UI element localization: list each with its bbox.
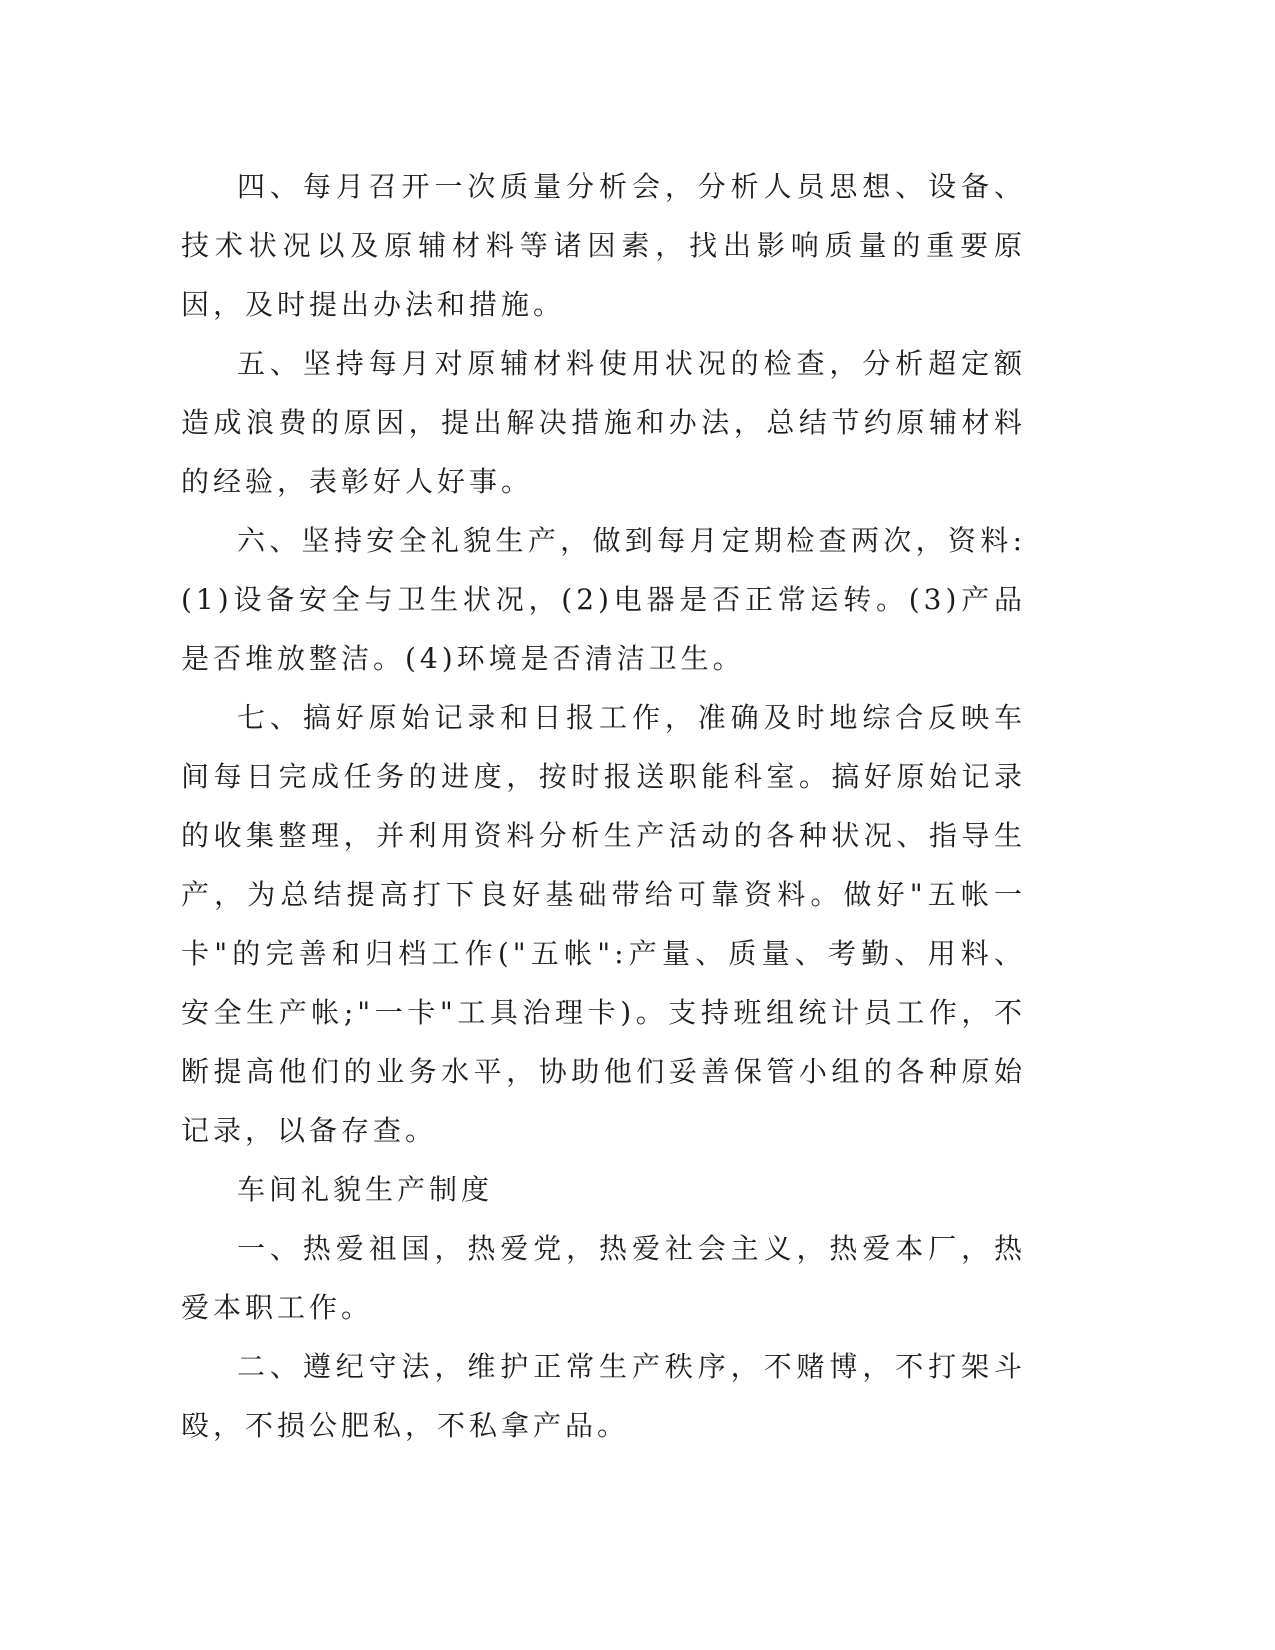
paragraph-item-4: 四、每月召开一次质量分析会，分析人员思想、设备、技术状况以及原辅材料等诸因素，找出影响质量的重要原因，及时提出办法和措施。 — [181, 170, 1026, 321]
section-heading: 车间礼貌生产制度 — [237, 1173, 494, 1206]
paragraph-item-7: 七、搞好原始记录和日报工作，准确及时地综合反映车间每日完成任务的进度，按时报送职能科室。搞好原始记录的收集整理，并利用资料分析生产活动的各种状况、指导生产，为总结提高打下良好基础带给可靠资料。做好"五帐一卡"的完善和归档工作("五帐":产量、质量、考勤、用料、安全生产帐;"一卡"工具治理卡)。支持班组统计员工作，不断提高他们的业务水平，协助他们妥善保管小组的各种原始记录，以备存查。 — [181, 701, 1026, 1147]
paragraph-item-5: 五、坚持每月对原辅材料使用状况的检查，分析超定额造成浪费的原因，提出解决措施和办法，总结节约原辅材料的经验，表彰好人好事。 — [181, 347, 1026, 498]
paragraph-item-6: 六、坚持安全礼貌生产，做到每月定期检查两次，资料:(1)设备安全与卫生状况，(2)电器是否正常运转。(3)产品是否堆放整洁。(4)环境是否清洁卫生。 — [181, 524, 1026, 675]
paragraph-item-2: 二、遵纪守法，维护正常生产秩序，不赌博，不打架斗殴，不损公肥私，不私拿产品。 — [181, 1350, 1026, 1442]
paragraph-item-1: 一、热爱祖国，热爱党，热爱社会主义，热爱本厂，热爱本职工作。 — [181, 1232, 1026, 1324]
document-body — [181, 157, 1026, 1455]
